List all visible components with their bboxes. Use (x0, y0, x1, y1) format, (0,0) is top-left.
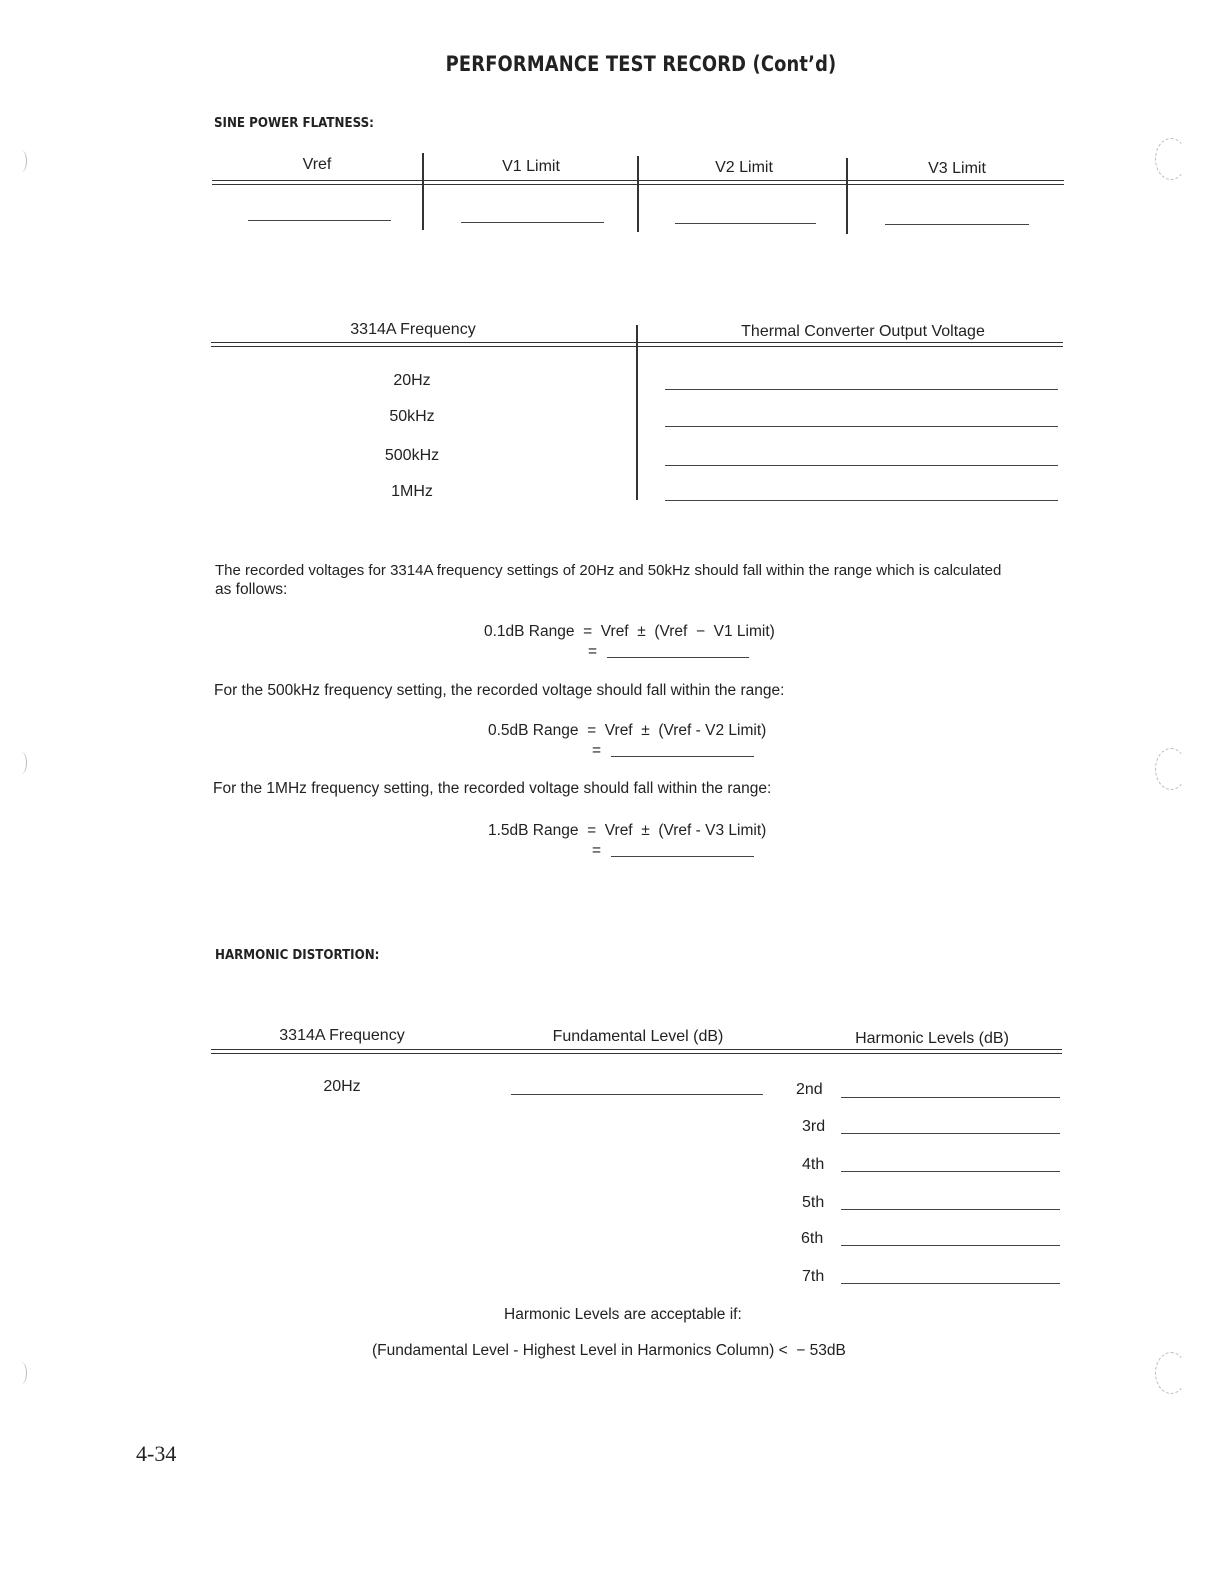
range-paragraph: The recorded voltages for 3314A frequency settings of 20Hz and 50kHz should fall within the range which is calculated (215, 562, 1002, 579)
harmonic-order: 3rd (802, 1118, 826, 1135)
harmonic-level-entry-line[interactable] (841, 1097, 1060, 1098)
range-1-5db-entry-line[interactable] (611, 856, 754, 857)
harmonic-order: 7th (802, 1268, 825, 1285)
voltage-entry-line[interactable] (665, 426, 1058, 427)
v3-limit-entry-line[interactable] (885, 224, 1029, 225)
frequency-row-label: 500kHz (384, 447, 440, 464)
punch-hole-mark (1155, 748, 1187, 790)
binding-mark (16, 1362, 27, 1384)
punch-hole-mark (1155, 138, 1187, 180)
harmonic-level-entry-line[interactable] (841, 1133, 1060, 1134)
punch-hole-mark (1155, 1352, 1187, 1394)
harmonic-order: 5th (802, 1194, 825, 1211)
header-harmonic-levels: Harmonic Levels (dB) (855, 1030, 1009, 1047)
header-v2-limit: V2 Limit (715, 159, 773, 176)
column-divider (637, 156, 639, 232)
equals-sign: = (588, 643, 598, 660)
acceptance-note: Harmonic Levels are acceptable if: (504, 1306, 742, 1323)
table-rule (211, 1049, 1062, 1054)
header-frequency: 3314A Frequency (279, 1027, 405, 1044)
column-divider (636, 325, 638, 500)
acceptance-condition: (Fundamental Level - Highest Level in Harmonics Column) < − 53dB (372, 1342, 846, 1359)
range-equation-0-1db: 0.1dB Range = Vref ± (Vref − V1 Limit) (484, 623, 775, 640)
range-paragraph: For the 1MHz frequency setting, the recorded voltage should fall within the range: (213, 780, 772, 797)
range-0-1db-entry-line[interactable] (607, 657, 749, 658)
equals-sign: = (592, 842, 602, 859)
harmonic-order: 4th (802, 1156, 825, 1173)
voltage-entry-line[interactable] (665, 465, 1058, 466)
v2-limit-entry-line[interactable] (675, 223, 816, 224)
frequency-row-label: 1MHz (391, 483, 433, 500)
binding-mark (16, 150, 27, 172)
section-heading-harmonic: HARMONIC DISTORTION: (215, 947, 380, 963)
header-frequency: 3314A Frequency (350, 321, 476, 338)
voltage-entry-line[interactable] (665, 500, 1058, 501)
harmonic-frequency: 20Hz (323, 1078, 361, 1095)
equals-sign: = (592, 742, 602, 759)
v1-limit-entry-line[interactable] (461, 222, 604, 223)
vref-entry-line[interactable] (248, 220, 391, 221)
frequency-row-label: 20Hz (393, 372, 431, 389)
column-divider (846, 158, 848, 234)
range-paragraph-continued: as follows: (215, 581, 288, 598)
fundamental-level-entry-line[interactable] (511, 1094, 763, 1095)
header-fundamental-level: Fundamental Level (dB) (552, 1028, 724, 1045)
page-number: 4-34 (136, 1441, 177, 1466)
range-0-5db-entry-line[interactable] (611, 756, 754, 757)
harmonic-order: 2nd (796, 1081, 823, 1098)
header-vref: Vref (302, 156, 332, 173)
header-v3-limit: V3 Limit (928, 160, 986, 177)
column-divider (422, 153, 424, 230)
binding-mark (16, 752, 27, 774)
harmonic-order: 6th (801, 1230, 824, 1247)
range-paragraph: For the 500kHz frequency setting, the recorded voltage should fall within the range: (214, 682, 785, 699)
voltage-entry-line[interactable] (665, 389, 1058, 390)
frequency-row-label: 50kHz (389, 408, 435, 425)
section-heading-sine: SINE POWER FLATNESS: (214, 115, 374, 131)
range-equation-0-5db: 0.5dB Range = Vref ± (Vref - V2 Limit) (488, 722, 767, 739)
harmonic-level-entry-line[interactable] (841, 1209, 1060, 1210)
harmonic-level-entry-line[interactable] (841, 1283, 1060, 1284)
header-v1-limit: V1 Limit (502, 158, 560, 175)
page-title: PERFORMANCE TEST RECORD (Cont’d) (445, 52, 837, 76)
harmonic-level-entry-line[interactable] (841, 1245, 1060, 1246)
harmonic-level-entry-line[interactable] (841, 1171, 1060, 1172)
range-equation-1-5db: 1.5dB Range = Vref ± (Vref - V3 Limit) (488, 822, 767, 839)
header-thermal-voltage: Thermal Converter Output Voltage (741, 323, 985, 340)
